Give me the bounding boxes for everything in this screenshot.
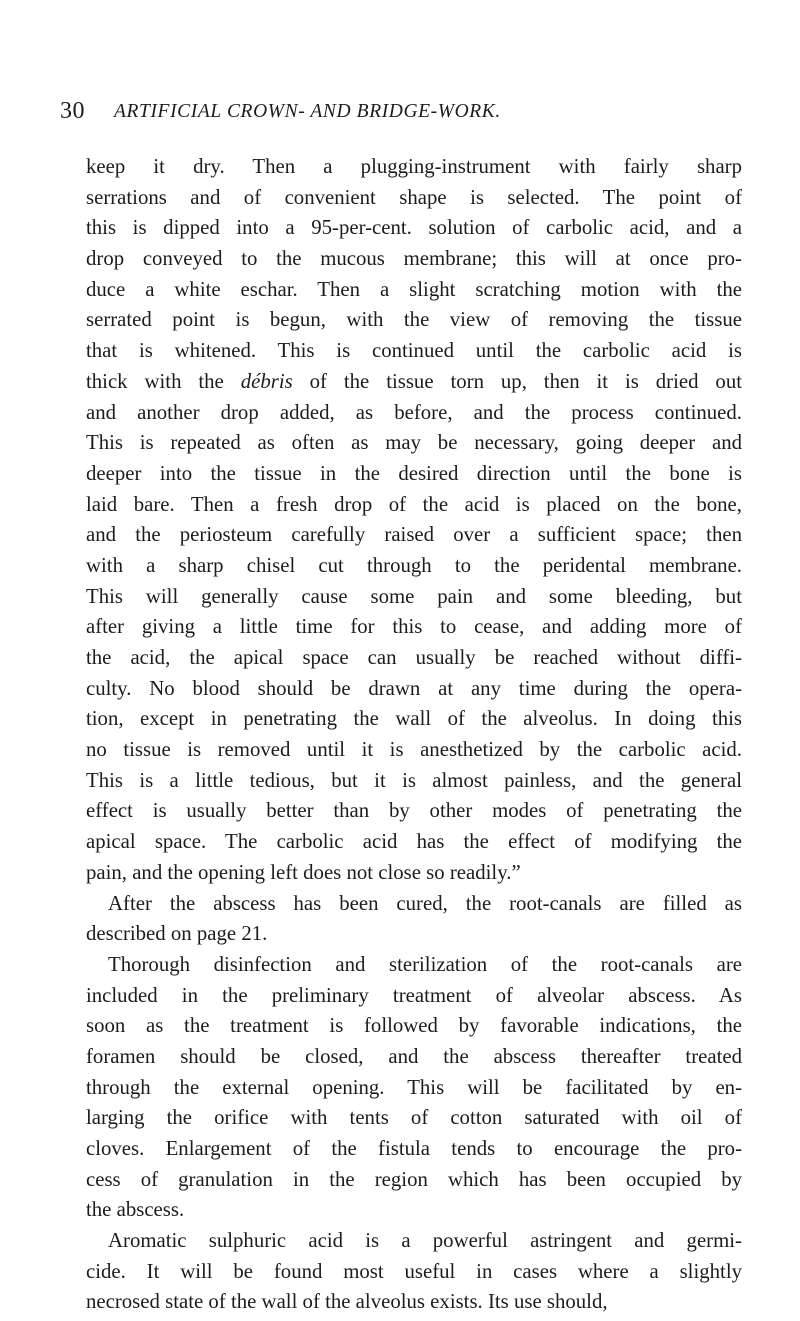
text-line: serrated point is begun, with the view of removing the tissue [86, 308, 742, 332]
text-line: the acid, the apical space can usually be reached without diffi- [86, 646, 742, 669]
text-line: included in the preliminary treatment of alveolar abscess. As [86, 983, 742, 1007]
text-line: and the periosteum carefully raised over a sufficient space; then [86, 523, 742, 547]
text-line: the abscess. [86, 1198, 185, 1222]
text-line: This is repeated as often as may be necessary, going deeper and [86, 431, 742, 455]
text-line: tion, except in penetrating the wall of the alveolus. In doing this [86, 707, 742, 731]
text-line: larging the orifice with tents of cotton saturated with oil of [86, 1106, 742, 1130]
paragraph-3 [86, 950, 742, 1226]
page-number: 30 [60, 98, 85, 124]
text-line: necrosed state of the wall of the alveolus exists. Its use should, [86, 1290, 608, 1314]
text-run: thick with the [86, 369, 241, 393]
text-line: serrations and of convenient shape is selected. The point of [86, 185, 742, 209]
text-line: effect is usually better than by other modes of penetrating the [86, 799, 742, 823]
text-line: after giving a little time for this to cease, and adding more of [86, 615, 742, 639]
text-line: Thorough disinfection and sterilization of the root-canals are [108, 952, 742, 976]
text-line: with a sharp chisel cut through to the peridental membrane. [86, 553, 742, 577]
text-line: keep it dry. Then a plugging-instrument with fairly sharp [86, 155, 742, 178]
text-line: cide. It will be found most useful in cases where a slightly [86, 1259, 742, 1283]
text-line: Aromatic sulphuric acid is a powerful astringent and germi- [108, 1229, 742, 1253]
text-line: cess of granulation in the region which has been occupied by [86, 1167, 742, 1191]
text-line: cloves. Enlargement of the fistula tends to encourage the pro- [86, 1137, 742, 1160]
text-line: that is whitened. This is continued until the carbolic acid is [86, 339, 742, 363]
text-line: no tissue is removed until it is anesthetized by the carbolic acid. [86, 738, 742, 762]
text-line: culty. No blood should be drawn at any time during the opera- [86, 676, 742, 700]
text-line: deeper into the tissue in the desired direction until the bone is [86, 461, 742, 485]
text-line: apical space. The carbolic acid has the effect of modifying the [86, 830, 742, 854]
italic-term: débris [240, 369, 293, 393]
text-line: described on page 21. [86, 922, 268, 946]
text-line: and another drop added, as before, and the process continued. [86, 400, 742, 424]
text-line: soon as the treatment is followed by favorable indications, the [86, 1014, 742, 1038]
running-title: ARTIFICIAL CROWN- AND BRIDGE-WORK. [114, 101, 501, 122]
text-line: drop conveyed to the mucous membrane; this will at once pro- [86, 247, 742, 271]
text-run: of the tissue torn up, then it is dried out [292, 369, 743, 393]
text-line: This will generally cause some pain and some bleeding, but [86, 584, 742, 608]
text-line: This is a little tedious, but it is almost painless, and the general [86, 768, 742, 792]
running-head [60, 98, 740, 128]
text-line: this is dipped into a 95-per-cent. solution of carbolic acid, and a [86, 216, 742, 240]
text-line: After the abscess has been cured, the root-canals are filled as [108, 891, 742, 915]
text-line [86, 367, 742, 398]
body-text [86, 152, 742, 1318]
text-line: duce a white eschar. Then a slight scratching motion with the [86, 277, 742, 301]
paragraph-1 [86, 152, 742, 889]
text-line: pain, and the opening left does not close so readily.” [86, 860, 521, 884]
paragraph-4 [86, 1226, 742, 1318]
text-line: foramen should be closed, and the abscess thereafter treated [86, 1044, 742, 1068]
paragraph-2 [86, 889, 742, 950]
text-line: laid bare. Then a fresh drop of the acid is placed on the bone, [86, 492, 742, 516]
text-line: through the external opening. This will be facilitated by en- [86, 1075, 742, 1099]
